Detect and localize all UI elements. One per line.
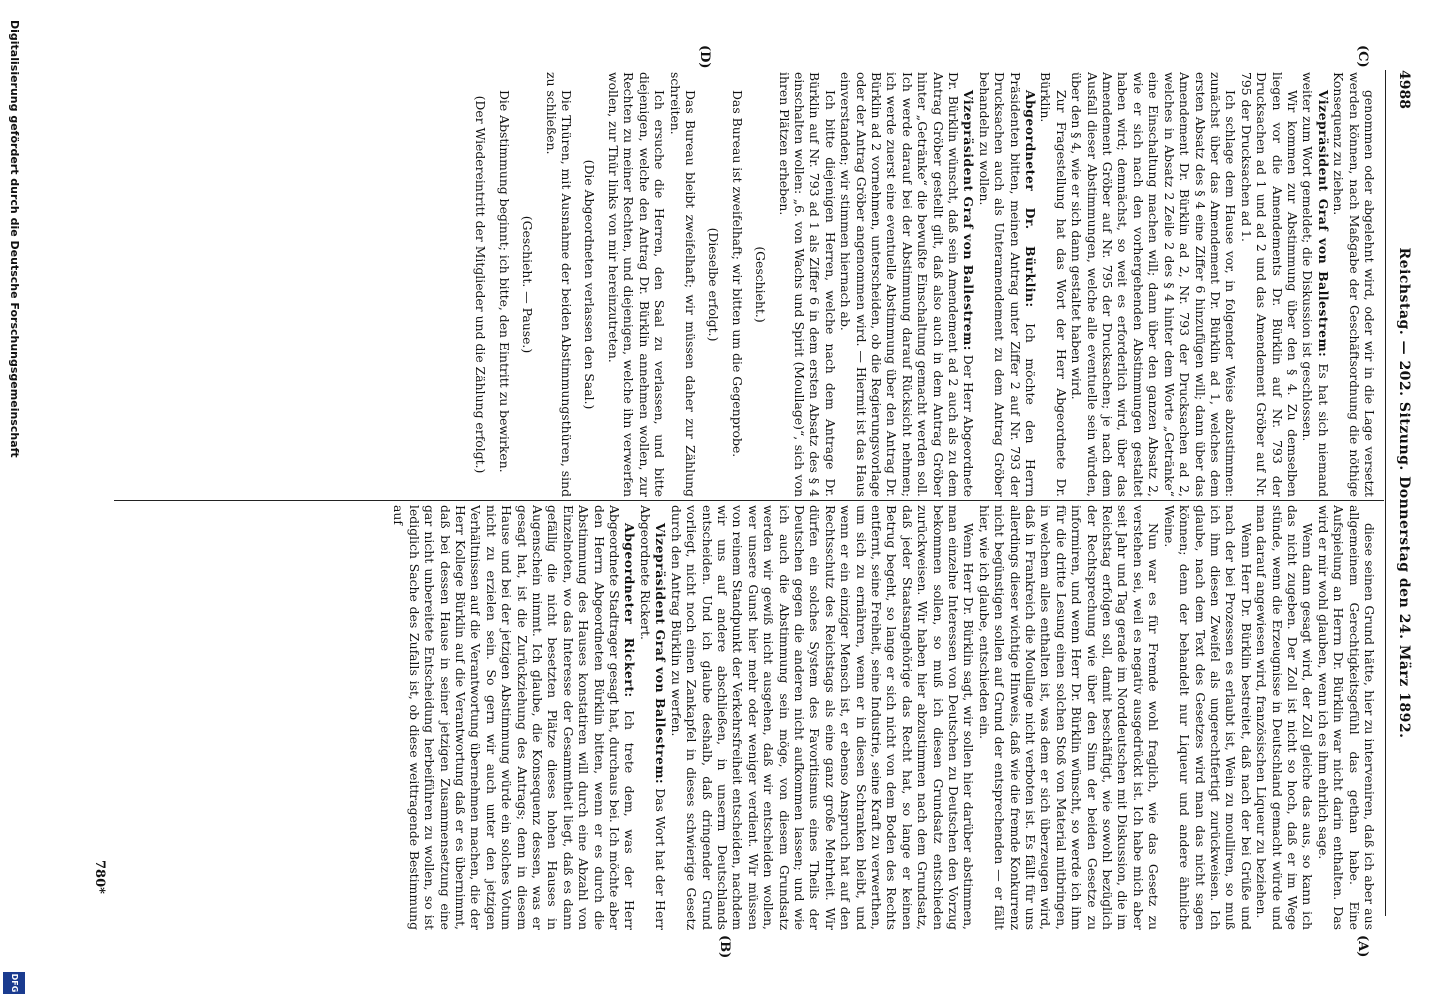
page-header-title: Reichstag. — 202. Sitzung. Donnerstag den 24. März 1892. (1396, 247, 1412, 739)
stage-direction: (Die Abgeordneten verlassen den Saal.) (582, 159, 598, 410)
speaker-text: Ich möchte den Herrn Präsidenten bitten, meinen Antrag unter Ziffer 2 auf Nr. 793 der Drucksachen auch als Unteramendement zu dem Antrag Gröber behandeln zu wollen. (976, 72, 1039, 497)
paragraph: Die Thüren, mit Ausnahme der beiden Abstimmungsthüren, sind zu schließen. (543, 72, 575, 497)
paragraph: Ich ersuche die Herren, den Saal zu verlassen, und bitte diejenigen, welche den Antrag Dr. Bürklin annehmen wollen, zur Rechten zu meiner Rechten, und diejenigen, welche ihn verwerfen wollen, zur Thür links von mir hereinzutreten. (605, 72, 668, 497)
paragraph: Die Abstimmung beginnt; ich bitte, den Eintritt zu bewirken. (496, 90, 512, 473)
speaker-name: Abgeordneter Dr. Bürklin: (1023, 90, 1039, 308)
paragraph: Ich schlage dem Hause vor, in folgender Weise abzustimmen: zunächst über das Amendement Dr. Bürklin ad 1, welches dem ersten Absatz des § 4 eine Ziffer 6 hinzufügen will; dann über das Amendement Dr. Bürklin ad 2, Nr. 793 der Drucksachen ad 2, welches in Absatz 2 Zeile 2 des § 4 hinter dem Worte „Getränke“ eine Einschaltung machen will; dann über den ganzen Absatz 2, wie er sich nach den vorhergehenden Abstimmungen gestaltet haben wird; demnächst, so weit es erforderlich wird, über das Amendement Gröber auf Nr. 795 der Drucksachen; je nach dem Ausfall dieser Abstimmungen, welche alle eventuelle sein würden, über den § 4, wie er sich dann gestaltet haben wird. (1069, 72, 1239, 497)
credit-text: Digitalisierung gefördert durch die Deutsche Forschungsgemeinschaft (8, 20, 21, 458)
speaker-name: Vizepräsident Graf von Ballestrem: (1315, 90, 1331, 358)
paragraph: Nun war es für Fremde wohl fraglich, wie das Gesetz zu verstehen sei, weil es negativ ausgedrückt ist. Ich habe mich aber seit Jahr und Tag gerade im Norddeutschen mit Diskussion, die im Reichstag erfolgen soll, damit beschäftigt, wie sowohl bezüglich der Rechtsprechung wie über den Sinn der beiden Gesetze zu informiren, und wenn Herr Dr. Bürklin wünscht, so werde ich ihm für die dritte Lesung einen solchen Stoß von Material mitbringen, in welchem alles enthalten ist, was dem er sich überzeugen wird, daß in Frankreich die Moullage nicht verboten ist. Es fällt für uns allerdings dieser wichtige Hinweis, daß wie die fremde Konkurrenz nicht begünstigen sollen auf Grund der entsprechenden — er fällt hier, wie ich glaube, entschieden ein. (976, 505, 1162, 930)
speaker-name: Vizepräsident Graf von Ballestrem: (653, 523, 669, 785)
paragraph: genommen oder abgelehnt wird, oder wir in die Lage versetzt werden können, nach Maßgabe der Geschäftsordnung die nöthige Konsequenz zu ziehen. (1331, 72, 1377, 497)
digitization-credit (0, 0, 27, 1000)
stage-direction: (Dieselbe erfolgt.) (706, 227, 722, 342)
footer-page-number: 780* (92, 860, 107, 894)
speaker-text: Es hat sich niemand weiter zum Wort gemeldet; die Diskussion ist geschlossen. (1300, 72, 1331, 497)
margin-marker-b: (B) (717, 935, 732, 959)
speaker-name: Abgeordneter Rickert: (622, 523, 638, 698)
speaker-name: Vizepräsident Graf von Ballestrem: (961, 90, 977, 351)
speaker-paragraph (976, 72, 1038, 497)
stage-direction: (Geschieht.) (753, 246, 769, 323)
margin-marker-a: (A) (1355, 935, 1370, 958)
paragraph: Das Bureau ist zweifelhaft; wir bitten um die Gegenprobe. (729, 90, 745, 458)
stage-direction: (Geschieht. — Pause.) (520, 215, 536, 354)
right-text-column (97, 505, 1377, 930)
dfg-logo-icon: DFG (3, 972, 25, 994)
page-number: 4988 (1396, 70, 1412, 109)
column-divider (114, 500, 1384, 501)
header-rule (1385, 70, 1386, 916)
stage-direction: (Der Wiedereintritt der Mitglieder und die Zählung erfolgt.) (473, 95, 489, 474)
speaker-text: Ich trete dem, was der Herr Abgeordnete Stadtrager gesagt hat, durchaus bei. Ich möchte aber den Herrn Abgeordneten Bürklin bitten, wenn er es durch die Abstimmung des Hauses konstatiren will durch eine Abzahl von Einzelnoten, wo das Interesse der Gesammtheit liegt, daß es dann gefällig die nicht besetzten Plätze dieses hohen Hauses in Augenschein nimmt. Ich glaube, die Konsequenz dessen, was er gesagt hat, ist die Zurückziehung des Antrags; denn in diesem Hause und bei der jetzigen Abstimmung würde ein solches Votum nicht zu erzielen sein. So gern wir auch unter den jetzigen Verhältnissen auf die Verantwortung übernehmen machen, die der Herr Kollege Bürklin auf die Verantwortung daß er es übernimmt, daß bei dessen Hause in seiner jetzigen Zusammensetzung eine gar nicht unbereitete Entscheidung herbeiführen zu wollen, so ist lediglich Sache des Zufalls ist, ob diese weittragende Bestimmung auf (391, 505, 638, 930)
margin-marker-d: (D) (697, 45, 712, 69)
speaker-paragraph (391, 505, 638, 930)
paragraph: Das Bureau bleibt zweifelhaft; wir müssen daher zur Zählung schreiten. (667, 72, 698, 497)
speaker-paragraph (638, 505, 669, 930)
speaker-paragraph (1300, 72, 1331, 497)
speaker-text: Der Herr Abgeordnete Dr. Bürklin wünscht, daß sein Amendement ad 2 auch als zu dem Antrag Gröber gestellt gilt, daß also auch in dem Antrag Gröber hinter „Getränke“ die bewußte Einschaltung gemacht werden soll. Ich werde darauf bei der Abstimmung darauf Rücksicht nehmen; ich werde zuerst eine eventuelle Abstimmung über den Antrag Dr. Bürklin ad 2 vornehmen, unterscheiden, ob die Regierungsvorlage oder der Antrag Gröber angenommen wird. — Hiermit ist das Haus einverstanden; wir stimmen hiernach ab. (838, 72, 977, 497)
paragraph: diese seinen Grund hätte, hier zu interveniren, daß ich aber aus allgemeinem Gerechtigkeitsgefühl das gethan habe. Eine Aufspielung an Herrn Dr. Bürklin war nicht darin enthalten. Das wird er mir wohl glauben, wenn ich es ihm ehrlich sage. (1315, 505, 1377, 930)
paragraph: Ich bitte diejenigen Herren, welche nach dem Antrage Dr. Bürklin auf Nr. 793 ad 1 als Ziffer 6 in dem ersten Absatz des § 4 einschalten wollen: „6. von Wachs und Spirit (Moullage)“, sich von ihren Plätzen erheben. (776, 72, 838, 497)
margin-marker-c: (C) (1355, 45, 1370, 68)
speaker-paragraph (838, 72, 977, 497)
paragraph: Zur Fragestellung hat das Wort der Herr Abgeordnete Dr. Bürklin. (1038, 72, 1069, 497)
paragraph: Wenn dann gesagt wird, der Zoll gleiche das aus, so kann ich das nicht zugeben. Der Zoll ist nicht so hoch, daß er im Wege stünde, wenn die Erzeugnisse in Deutschland gemacht würde und man darauf angewiesen wird, französischen Liqueur zu beziehen. (1254, 505, 1316, 930)
paragraph: Wenn Herr Dr. Bürklin sagt, wir sollen hier darüber abstimmen, man einzelne Interessen von Deutschen zu Deutschen den Vorzug bekommen sollen, so muß ich diesen Grundsatz entschieden zurückweisen. Wir haben hier abzustimmen nach dem Grundsatz, daß jeder Staatsangehörige das Recht hat, so lange er keinen Betrug begeht, so lange er sich nicht von dem Boden des Rechts entfernt, seine Freiheit, seine Industrie, seine Kraft zu verwerthen, um sich zu ernähren, wenn er in diesen Schranken bleibt, und wenn er ein einziger Mensch ist, er ebenso Anspruch hat auf den Rechtsschutz des Reichstags als eine ganz große Mehrheit. Wir dürfen ein solches System des Favoritismus eines Theils der Deutschen gegen die anderen nicht aufkommen lassen; und wie ich auch die Abstimmung sein möge, von diesem Grundsatz werden wir gewiß nicht ausgehen, daß wir entscheiden wollen, wer unsere Gunst hier mehr oder weniger verdient. Wir müssen von reinem Standpunkt der Verkehrsfreiheit entscheiden, nachdem wir uns auf andere abschließen, in unserm Deutschlands entscheiden. Und ich glaube deshalb, daß dringender Grund vorliegt, nicht noch einen Zankapfel in dieses schwierige Gesetz durch den Antrag Bürklin zu werfen. (668, 505, 977, 930)
paragraph: Wenn Herr Dr. Bürklin bestreitet, daß nach der bei Grüße und nach der bei Prozessen es erlaubt ist, Wein zu moulliren, so muß ich ihm diesen Zweifel als ungerechtfertigt zurückweisen. Ich glaube, nach dem Text des Gesetzes wird man das nicht sagen können; denn der behandelt nur Liqueur und andere ähnliche Weine. (1161, 505, 1254, 930)
left-text-column (97, 72, 1377, 497)
paragraph: Wir kommen zur Abstimmung über den § 4. Zu demselben liegen vor die Amendements Dr. Bürklin auf Nr. 793 der Drucksachen ad 1 und ad 2 und das Amendement Gröber auf Nr. 795 der Drucksachen ad 1. (1238, 72, 1300, 497)
speaker-text: Das Wort hat der Herr Abgeordnete Rickert. (637, 505, 669, 930)
page-header (1386, 70, 1420, 916)
